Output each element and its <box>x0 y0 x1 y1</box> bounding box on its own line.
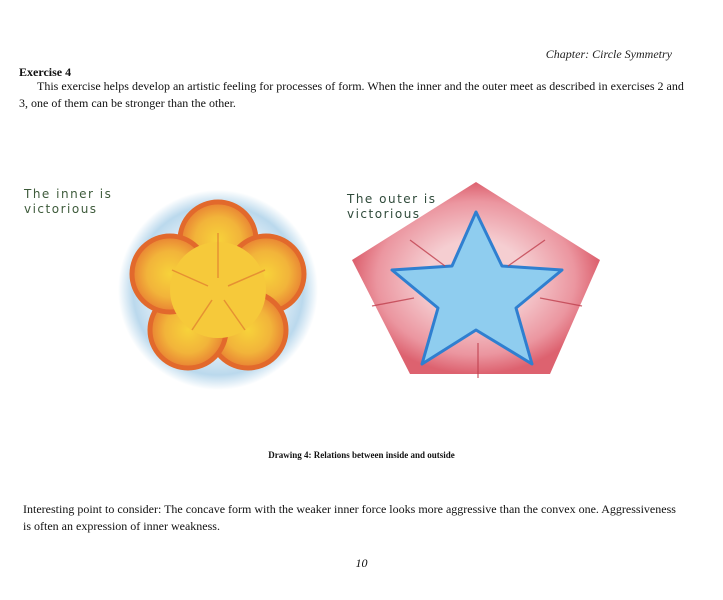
flower-figure <box>118 190 318 390</box>
drawing-caption: Drawing 4: Relations between inside and outside <box>268 450 455 460</box>
consideration-note: Interesting point to consider: The concave form with the weaker inner force looks more aggressive than the convex one. Aggressiveness is often an expression of inner weakness. <box>23 502 676 533</box>
exercise-title: Exercise 4 <box>19 65 72 79</box>
left-label-line-1: The inner is <box>24 187 113 201</box>
left-label-line-2: victorious <box>24 202 98 216</box>
page-number: 10 <box>355 556 368 570</box>
drawing-illustration <box>100 178 660 403</box>
right-label-line-2: victorious <box>347 207 421 221</box>
right-label-line-1: The outer is <box>347 192 437 206</box>
star-figure <box>352 182 600 378</box>
chapter-heading: Chapter: Circle Symmetry <box>545 47 672 61</box>
exercise-intro: This exercise helps develop an artistic feeling for processes of form. When the inner and the outer meet as described in exercises 2 and 3, one of them can be stronger than the other. <box>19 79 684 110</box>
